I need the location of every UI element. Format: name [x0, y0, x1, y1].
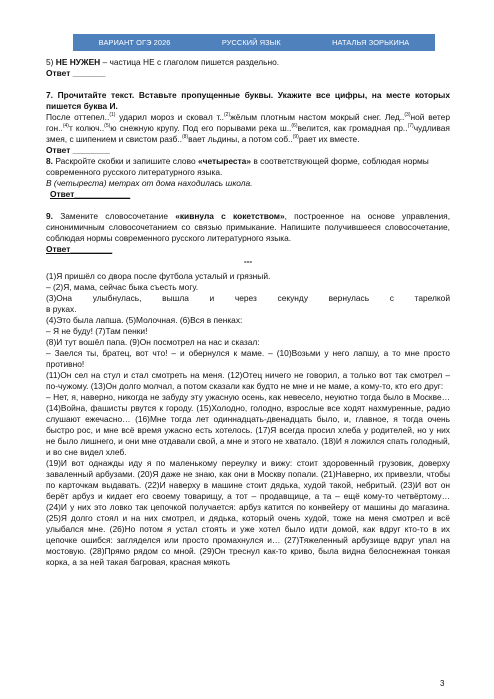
passage-line: – (2)Я, мама, сейчас быка съесть могу.	[46, 282, 199, 292]
task8-statement: 8. Раскройте скобки и запишите слово «четыреста» в соответствующей форме, соблюдая нормы современного русского литературного языка.	[46, 156, 429, 177]
header-author: НАТАЛЬЯ ЗОРЬКИНА	[332, 38, 410, 47]
document-body	[46, 57, 450, 568]
passage-paragraph: – Нет, я, наверно, никогда не забуду эту ужасную осень, как невесело, неуютно тогда было в Москве… (14)Война, фашисты рвутся к городу. (15)Холодно, голодно, взрослые все ходят нахмуренные, радио слушают ежечасно… (16)Мне тогда лет одиннадцать-двенадцать было, и, главное, я тогда очень быстро рос, и мне всё время ужасно есть хотелось. (17)Я всегда просил хлеба у родителей, но у них не было лишнего, и они мне отдавали свой, а мне и этого не хватало. (18)И я ложился спать голодный, и во сне видел хлеб.	[46, 392, 450, 457]
header-subject: РУССКИЙ ЯЗЫК	[221, 38, 281, 47]
passage-line: (4)Это была лапша. (5)Молочная. (6)Вся в пенках:	[46, 315, 243, 325]
task5-answer[interactable]: Ответ _______	[46, 68, 106, 78]
passage-line: в руках.	[46, 304, 77, 314]
task7-text: После оттепел..$^{(1)}$ ударил мороз и сковал т..$^{(2)}$жёлым плотным настом мокрый снег. Лед..$^{(3)}$ной ветер гон..$^{(4)}$т колюч..$^{(5)}$ю снежную крупу. Под его порывами река ш..$^{(6)}$велится, как громадная пр..$^{(7)}$чудливая змея, с шипением и свистом разб..$^{(8)}$вает льдины, а потом соб..$^{(9)}$рает их вместе.	[46, 112, 450, 144]
task8-answer[interactable]: Ответ____________	[50, 189, 131, 199]
passage-paragraph: (19)И вот однажды иду я по маленькому переулку и вижу: стоит здоровенный грузовик, доверху заваленный арбузами. (20)Я даже не знаю, как они в Москву попали. (21)Наверно, их привезли, чтобы по карточкам выдавать. (22)И наверху в машине стоит дядька, худой такой, небритый. (23)И вот он берёт арбуз и кидает его своему товарищу, а тот – продавщице, а та – ещё кому-то четвёртому… (24)И у них это ловко так цепочкой получается: арбуз катится по конвейеру от машины до магазина. (25)Я долго стоял и на них смотрел, и дядька, который очень худой, тоже на меня смотрел и всё улыбался мне. (26)Но потом я устал стоять и уже хотел было идти домой, как вдруг кто-то в их цепочке ошибся: загляделся или просто промахнулся и… (27)Тяжеленный арбузище вдруг упал на мостовую. (28)Прямо рядом со мной. (29)Он треснул как-то криво, была видна белоснежная тонкая корка, а за ней такая багровая, красная мякоть	[46, 458, 450, 567]
task9-answer[interactable]: Ответ_________	[46, 244, 113, 254]
task9-statement: 9. Замените словосочетание «кивнула с кокетством», построенное на основе управления, синонимичным словосочетанием со связью примыкание. Напишите получившееся словосочетание, соблюдая нормы современного русского литературного языка.	[46, 211, 451, 243]
passage-line: (8)И тут вошёл папа. (9)Он посмотрел на нас и сказал:	[46, 337, 260, 347]
page-number: 3	[440, 679, 445, 688]
header-variant: ВАРИАНТ ОГЭ 2026	[98, 38, 171, 47]
task7-answer[interactable]: Ответ ________	[46, 145, 110, 155]
section-separator: ---	[243, 256, 253, 266]
header-banner	[73, 34, 435, 51]
task8-example: В (четыреста) метрах от дома находилась школа.	[46, 178, 253, 188]
passage-paragraph: – Заелся ты, братец, вот что! – и обернулся к маме. – (10)Возьми у него лапшу, а то мне просто противно!	[46, 348, 450, 369]
passage-line: (1)Я пришёл со двора после футбола усталый и грязный.	[46, 271, 271, 281]
task7-title: 7. Прочитайте текст. Вставьте пропущенные буквы. Укажите все цифры, на месте которых пишется буква И.	[46, 90, 450, 111]
passage-line: – Я не буду! (7)Там пенки!	[46, 326, 148, 336]
passage-line: (3)Она улыбнулась, вышла и через секунду вернулась с тарелкой	[46, 293, 450, 303]
task5-statement: 5) НЕ НУЖЕН – частица НЕ с глаголом пишется раздельно.	[46, 57, 280, 67]
passage-paragraph: (11)Он сел на стул и стал смотреть на меня. (12)Отец ничего не говорил, а только вот так смотрел – по-чужому. (13)Он долго молчал, а потом сказали как будто не мне и не маме, а кому-то, кто его друг:	[46, 370, 450, 391]
